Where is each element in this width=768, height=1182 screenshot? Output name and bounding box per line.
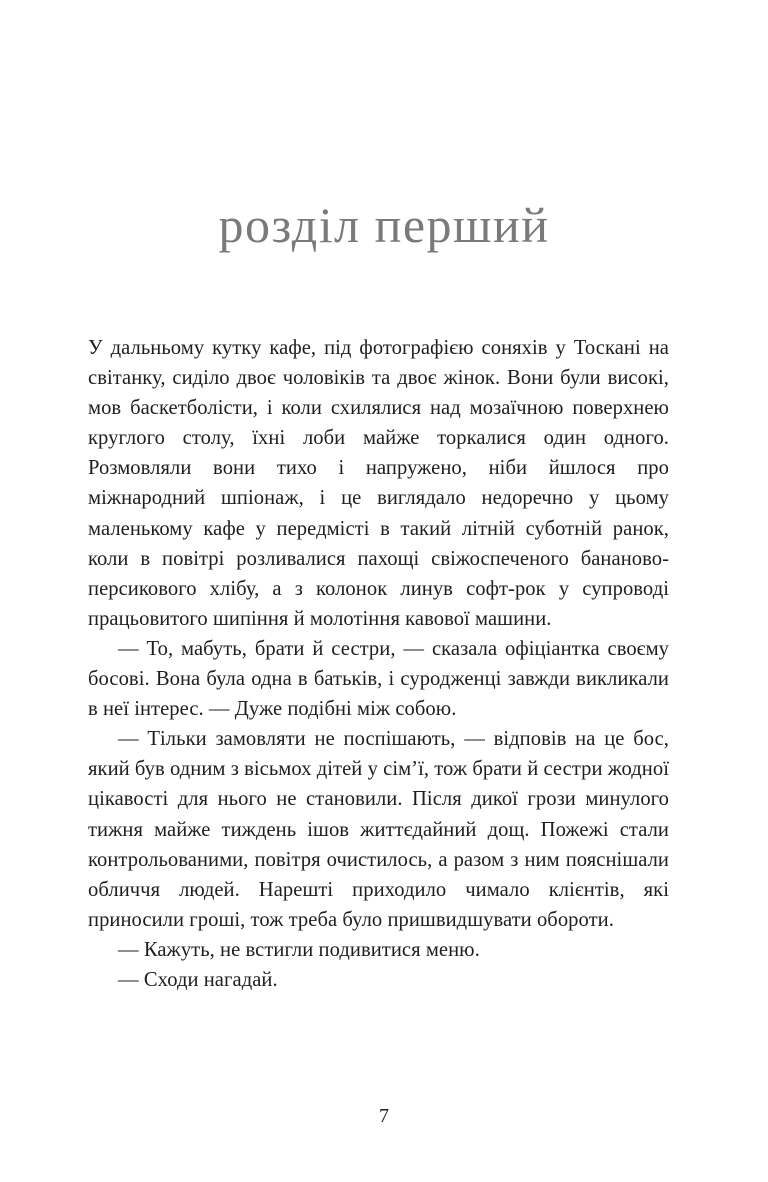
paragraph-opening: У дальньому кутку кафе, під фотографією соняхів у Тоскані на світанку, сиділо двоє чоловіків та двоє жінок. Вони були високі, мов баскетболісти, і коли схилялися над мозаїчною поверхнею круглого столу, їхні лоби майже торкалися один одного. Розмовляли вони тихо і напружено, ніби йшлося про міжнародний шпіонаж, і це виглядало недоречно у цьому маленькому кафе у передмісті в такий літній суботній ранок, коли в повітрі розливалися пахощі свіжоспеченого бананово-персикового хлібу, а з колонок линув софт-рок у супроводі працьовитого шипіння й молотіння кавової машини. [88, 337, 669, 630]
paragraph-dialogue: — То, мабуть, брати й сестри, — сказала офіціантка своєму босові. Вона була одна в батьків, і суродженці завжди викликали в неї інтерес. — Дуже подібні між собою. [88, 637, 669, 721]
paragraph-dialogue: — Тільки замовляти не поспішають, — відповів на це бос, який був одним з вісьмох дітей у сім’ї, тож брати й сестри жодної цікавості для нього не становили. Після дикої грози минулого тижня майже тиждень ішов життєдайний дощ. Пожежі стали контрольованими, повітря очистилось, а разом з ним пояснішали обличчя людей. Нарешті приходило чимало клієнтів, які приносили гроші, тож треба було пришвидшувати обороти. [88, 728, 669, 931]
chapter-title: розділ перший [218, 197, 550, 253]
page-number: 7 [379, 1105, 389, 1127]
chapter-body [88, 333, 669, 995]
paragraph-dialogue: — Кажуть, не встигли подивитися меню. [118, 938, 480, 961]
paragraph-dialogue: — Сходи нагадай. [118, 968, 278, 991]
